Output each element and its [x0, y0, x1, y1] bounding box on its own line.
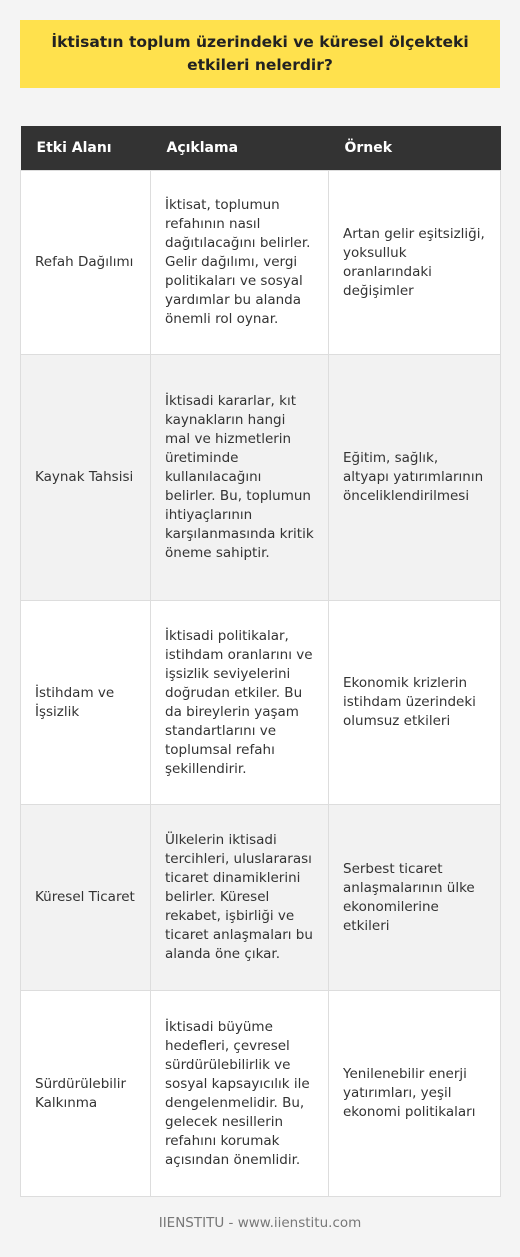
title-banner	[20, 20, 500, 88]
table-row	[21, 600, 501, 804]
footer-credit: IIENSTITU - www.iienstitu.com	[158, 1215, 362, 1231]
table-header-row	[21, 126, 501, 170]
cell-area: Kaynak Tahsisi	[21, 354, 151, 600]
cell-example: Eğitim, sağlık, altyapı yatırımlarının önceliklendirilmesi	[329, 354, 501, 600]
cell-description: İktisadi kararlar, kıt kaynakların hangi mal ve hizmetlerin üretiminde kullanılacağını belirler. Bu, toplumun ihtiyaçlarının karşılanmasında kritik öneme sahiptir.	[151, 354, 329, 600]
table-row	[21, 990, 501, 1196]
page-title: İktisatın toplum üzerindeki ve küresel ölçekteki etkileri nelerdir?	[51, 33, 469, 74]
cell-example: Artan gelir eşitsizliği, yoksulluk oranlarındaki değişimler	[329, 170, 501, 354]
table-row	[21, 354, 501, 600]
table-row	[21, 804, 501, 990]
cell-description: İktisadi büyüme hedefleri, çevresel sürdürülebilirlik ve sosyal kapsayıcılık ile dengelenmelidir. Bu, gelecek nesillerin refahını korumak açısından önemlidir.	[151, 990, 329, 1196]
effects-table	[20, 126, 501, 1197]
cell-area: Sürdürülebilir Kalkınma	[21, 990, 151, 1196]
column-header-description: Açıklama	[151, 126, 329, 170]
column-header-area: Etki Alanı	[21, 126, 151, 170]
cell-area: İstihdam ve İşsizlik	[21, 600, 151, 804]
column-header-example: Örnek	[329, 126, 501, 170]
cell-description: İktisat, toplumun refahının nasıl dağıtılacağını belirler. Gelir dağılımı, vergi politikaları ve sosyal yardımlar bu alanda önemli rol oynar.	[151, 170, 329, 354]
cell-example: Yenilenebilir enerji yatırımları, yeşil ekonomi politikaları	[329, 990, 501, 1196]
table-row	[21, 170, 501, 354]
cell-area: Küresel Ticaret	[21, 804, 151, 990]
cell-example: Serbest ticaret anlaşmalarının ülke ekonomilerine etkileri	[329, 804, 501, 990]
cell-description: İktisadi politikalar, istihdam oranlarını ve işsizlik seviyelerini doğrudan etkiler. Bu da bireylerin yaşam standartlarını ve toplumsal refahı şekillendirir.	[151, 600, 329, 804]
cell-area: Refah Dağılımı	[21, 170, 151, 354]
cell-example: Ekonomik krizlerin istihdam üzerindeki olumsuz etkileri	[329, 600, 501, 804]
cell-description: Ülkelerin iktisadi tercihleri, uluslararası ticaret dinamiklerini belirler. Küresel rekabet, işbirliği ve ticaret anlaşmaları bu alanda öne çıkar.	[151, 804, 329, 990]
